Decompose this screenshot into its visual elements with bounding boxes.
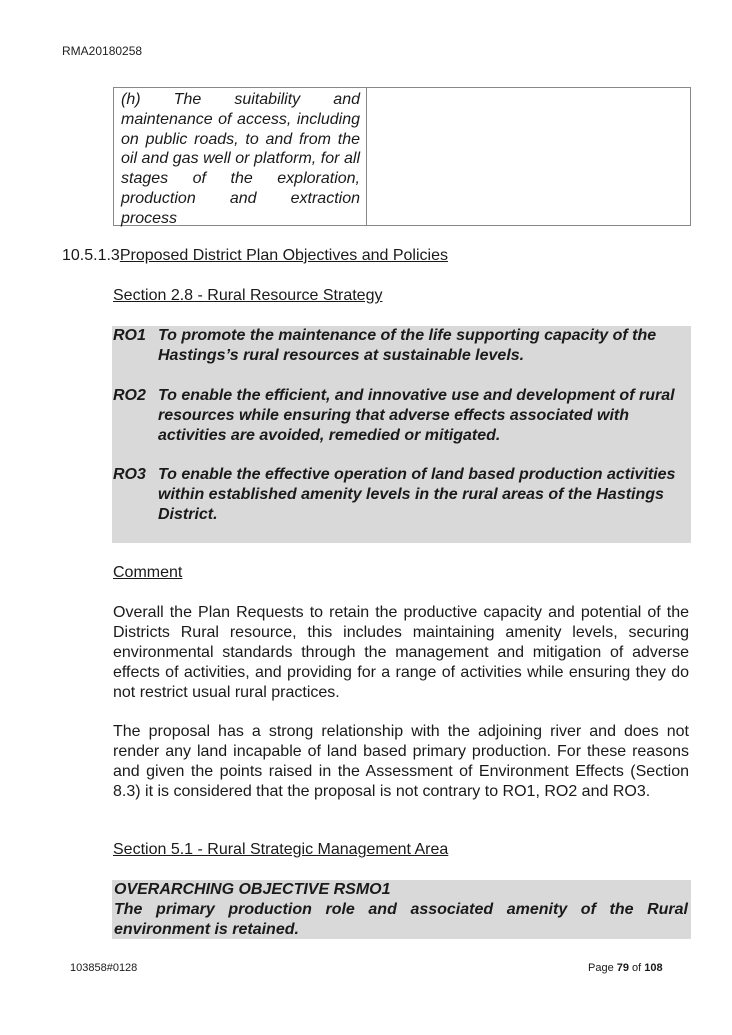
document-reference: RMA20180258 [62, 44, 143, 58]
table-cell-criteria: (h) The suitability and maintenance of access, including on public roads, to and from the oil and gas well or platform, for all stages of the exploration, production and extraction process [114, 88, 367, 225]
rsmo1-objective [114, 880, 688, 940]
page-prefix: Page [588, 962, 617, 974]
section-heading [62, 247, 448, 265]
rsmo1-title: OVERARCHING OBJECTIVE RSMO1 [114, 881, 391, 898]
objective-code: RO2 [113, 387, 146, 404]
objective-ro2 [113, 386, 689, 446]
criteria-table [113, 87, 691, 226]
objective-code: RO1 [113, 327, 146, 344]
rsmo1-text: The primary production role and associated amenity of the Rural environment is retained. [114, 901, 688, 938]
rural-strategic-title: Section 5.1 - Rural Strategic Management Area [113, 841, 449, 858]
rural-resource-title: Section 2.8 - Rural Resource Strategy [113, 287, 383, 304]
objective-text: To enable the efficient, and innovative use and development of rural resources while ensuring that adverse effects associated with activities are avoided, remedied or mitigated. [158, 387, 675, 444]
page-total: 108 [644, 962, 663, 974]
comment-title: Comment [113, 564, 183, 581]
page-of: of [629, 962, 645, 974]
objective-ro3 [113, 465, 689, 525]
comment-paragraph-1: Overall the Plan Requests to retain the productive capacity and potential of the Districts Rural resource, this includes maintaining amenity levels, securing environmental standards through the management and mitigation of adverse effects of activities, and providing for a range of activities while ensuring they do not restrict usual rural practices. [113, 604, 689, 701]
objective-code: RO3 [113, 466, 146, 483]
section-number: 10.5.1.3 [62, 247, 120, 264]
footer-page-number [588, 962, 663, 974]
objective-text: To enable the effective operation of land based production activities within established amenity levels in the rural areas of the Hastings District. [158, 466, 676, 523]
page-current: 79 [616, 962, 629, 974]
objective-text: To promote the maintenance of the life supporting capacity of the Hastings’s rural resources at sustainable levels. [158, 327, 657, 364]
objective-ro1 [113, 326, 689, 366]
comment-paragraph-2: The proposal has a strong relationship with the adjoining river and does not render any land incapable of land based primary production. For these reasons and given the points raised in the Assessment of Environment Effects (Section 8.3) it is considered that the proposal is not contrary to RO1, RO2 and RO3. [113, 723, 689, 800]
section-title: Proposed District Plan Objectives and Policies [119, 247, 448, 264]
footer-doc-number: 103858#0128 [70, 962, 138, 974]
table-cell-empty [367, 88, 690, 225]
